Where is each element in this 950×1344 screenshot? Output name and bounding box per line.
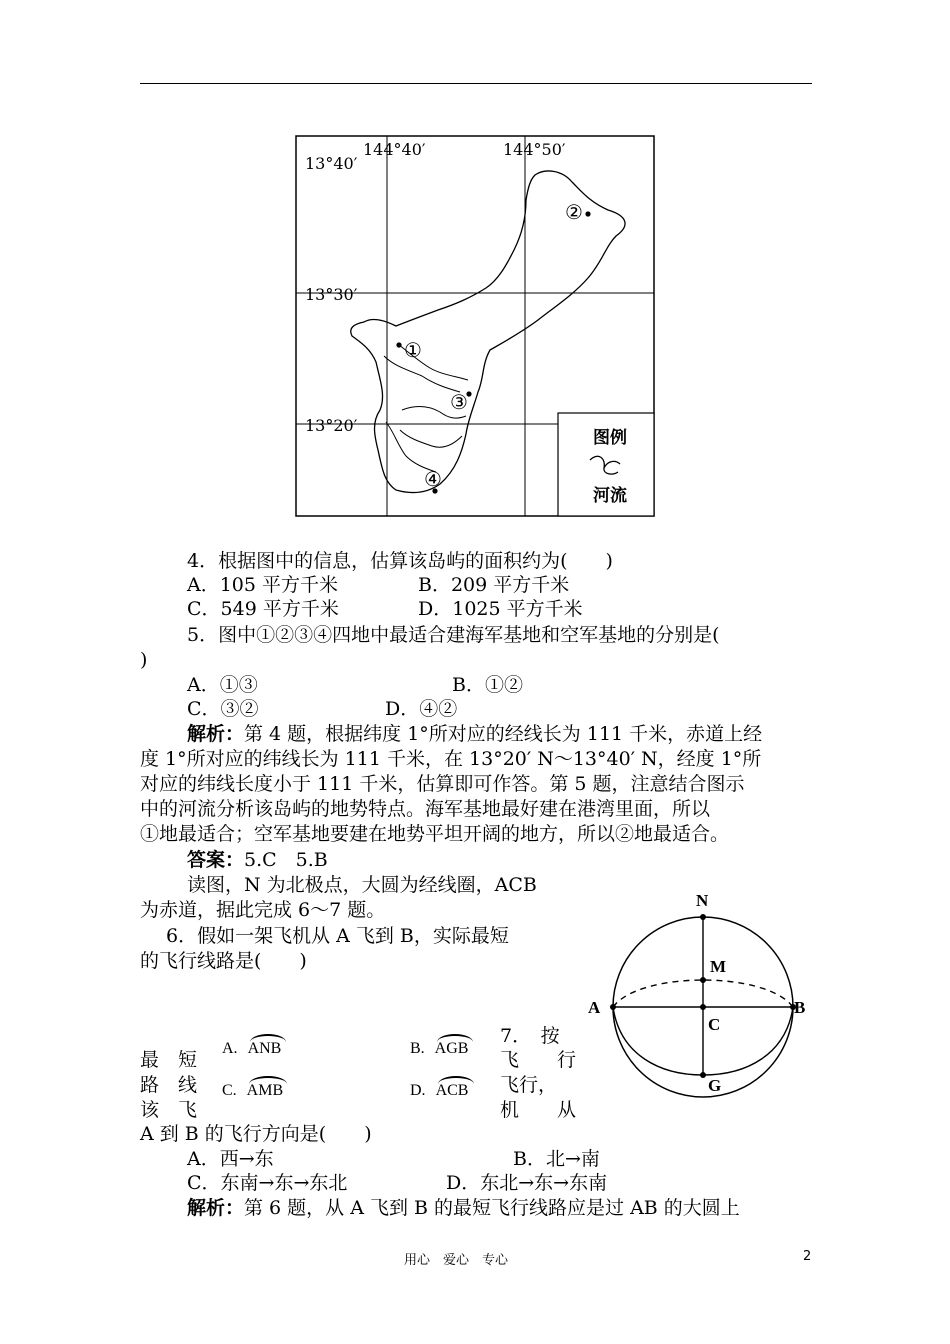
arc-label: ANB	[248, 1040, 282, 1057]
q7-right-text: 飞行，	[500, 1074, 558, 1096]
q5-option-a: A．①③	[187, 674, 258, 696]
site-4: ④	[424, 467, 442, 491]
q5-stem-end: )	[140, 649, 148, 671]
analysis-label: 解析：	[187, 723, 245, 745]
analysis-line: 度 1°所对应的纬线长为 111 千米，在 13°20′ N～13°40′ N，经度 1°所	[140, 748, 762, 770]
q5-option-c: C．③②	[187, 698, 259, 720]
arc-label: ACB	[436, 1082, 469, 1099]
analysis-label: 解析：	[187, 1197, 245, 1219]
arc-mark	[438, 1076, 474, 1084]
point-b-label: B	[794, 998, 806, 1017]
lon-label: 144°40′	[363, 140, 426, 159]
site-3: ③	[450, 390, 468, 414]
q7-right-text: 7． 按	[500, 1025, 560, 1047]
intro-line: 读图，N 为北极点，大圆为经线圈，ACB	[187, 874, 537, 896]
header-rule	[140, 83, 812, 84]
q6-option-b: B. AGB	[410, 1040, 468, 1058]
arc-label: AGB	[435, 1040, 469, 1057]
lon-label: 144°50′	[503, 140, 566, 159]
analysis-line: 解析：第 4 题，根据纬度 1°所对应的经线长为 111 千米，赤道上经	[187, 723, 763, 745]
point-c-label: C	[708, 1015, 721, 1034]
q4-option-b: B．209 平方千米	[418, 574, 570, 596]
q6-stem: 6．假如一架飞机从 A 飞到 B，实际最短	[166, 925, 509, 947]
lat-label: 13°30′	[305, 285, 358, 304]
point-g-label: G	[708, 1076, 722, 1095]
lat-label: 13°40′	[305, 154, 358, 173]
q6-option-d: D. ACB	[410, 1082, 468, 1100]
answer-label: 答案：	[187, 849, 245, 871]
q4-option-d: D．1025 平方千米	[418, 598, 583, 620]
point-n-label: N	[696, 891, 709, 910]
q7-option-c: C．东南→东→东北	[187, 1172, 348, 1194]
legend-title: 图例	[593, 428, 627, 448]
q7-option-d: D．东北→东→东南	[446, 1172, 608, 1194]
q7-stem: A 到 B 的飞行方向是( )	[140, 1123, 372, 1145]
q7-option-a: A．西→东	[187, 1148, 274, 1170]
q6-stem: 的飞行线路是( )	[140, 950, 307, 972]
arc-mark	[249, 1076, 287, 1084]
q4-option-c: C．549 平方千米	[187, 598, 339, 620]
q6-left-text: 该 飞	[140, 1099, 198, 1121]
analysis-line: ①地最适合；空军基地要建在地势平坦开阔的地方，所以②地最适合。	[140, 823, 730, 845]
site-1: ①	[404, 338, 422, 362]
q6-left-text: 路 线	[140, 1074, 198, 1096]
great-circle-diagram	[580, 885, 810, 1100]
analysis-line: 对应的纬线长度小于 111 千米，估算即可作答。第 5 题，注意结合图示	[140, 773, 745, 795]
q7-option-b: B．北→南	[513, 1148, 600, 1170]
q6-left-text: 最 短	[140, 1049, 198, 1071]
answer-line: 答案：5.C 5.B	[187, 849, 328, 871]
arc-mark	[437, 1034, 473, 1042]
q6-option-a: A. ANB	[222, 1040, 281, 1058]
arc-mark	[250, 1034, 286, 1042]
page-number: 2	[803, 1249, 812, 1264]
analysis-line: 解析：第 6 题，从 A 飞到 B 的最短飞行线路应是过 AB 的大圆上	[187, 1197, 740, 1219]
q5-option-b: B．①②	[452, 674, 523, 696]
q4-stem: 4．根据图中的信息，估算该岛屿的面积约为( )	[187, 550, 613, 572]
site-2: ②	[565, 200, 583, 224]
lat-label: 13°20′	[305, 416, 358, 435]
legend-river-label: 河流	[593, 486, 627, 506]
q5-stem: 5．图中①②③④四地中最适合建海军基地和空军基地的分别是(	[187, 624, 720, 646]
q6-option-c: C. AMB	[222, 1082, 283, 1100]
q7-right-text: 机 从	[500, 1099, 577, 1121]
q5-option-d: D．④②	[385, 698, 458, 720]
point-m-label: M	[710, 957, 727, 976]
analysis-line: 中的河流分析该岛屿的地势特点。海军基地最好建在港湾里面，所以	[140, 798, 711, 820]
island-map	[290, 130, 660, 522]
q4-option-a: A．105 平方千米	[187, 574, 339, 596]
q7-right-text: 飞 行	[500, 1049, 577, 1071]
intro-line: 为赤道，据此完成 6～7 题。	[140, 899, 386, 921]
arc-label: AMB	[247, 1082, 283, 1099]
point-a-label: A	[588, 998, 601, 1017]
footer-motto: 用心 爱心 专心	[404, 1253, 509, 1268]
